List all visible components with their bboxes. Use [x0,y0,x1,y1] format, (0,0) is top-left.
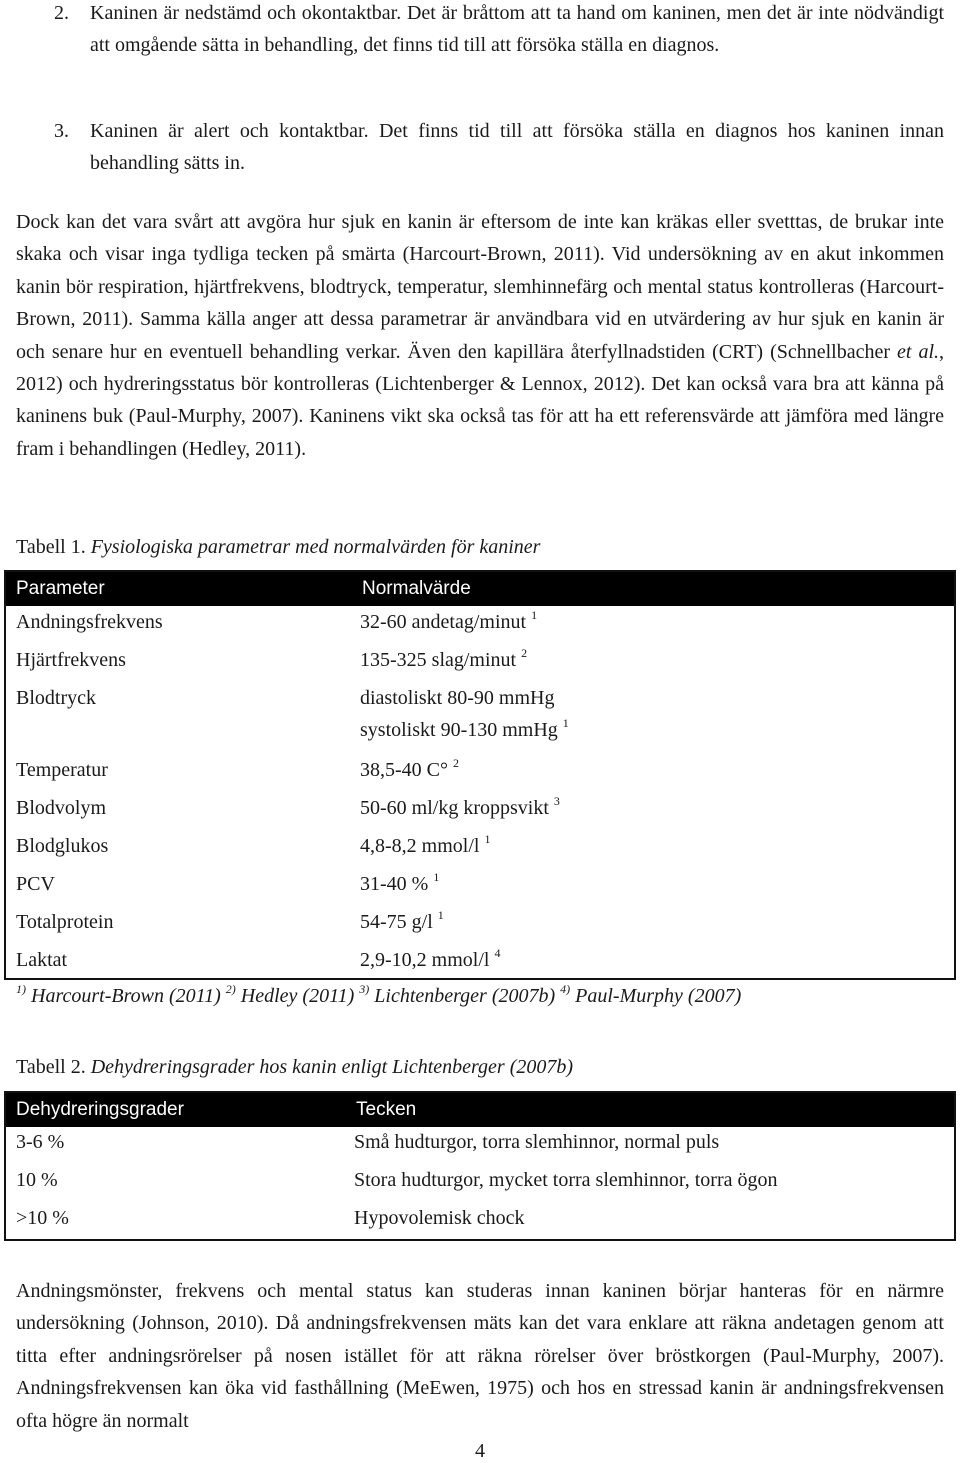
cell-value: diastoliskt 80-90 mmHg [360,687,555,709]
footnote-mark: 1) [16,982,26,996]
table-row [6,1127,954,1165]
table-row [6,682,954,716]
table-row [6,944,954,982]
footnote-mark: 4) [560,982,571,996]
table-row [6,906,954,944]
cell-parameter: Blodglukos [16,835,109,857]
cell-value: 31-40 % $^1$ [360,870,440,895]
footnote-text: Harcourt-Brown (2011) [31,985,221,1007]
table-header [6,572,954,606]
footnote-text: Paul-Murphy (2007) [575,985,742,1007]
cell-signs: Hypovolemisk chock [354,1207,525,1229]
cell-value: 135-325 slag/minut $^2$ [360,646,528,671]
list-item [54,0,944,61]
cell-grade: 10 % [16,1169,58,1191]
table-row [6,644,954,682]
cell-parameter: Hjärtfrekvens [16,649,126,671]
caption-label: Tabell 2. [16,1056,86,1078]
paragraph-text: , 2012) och hydreringsstatus bör kontrolleras (Lichtenberger & Lennox, 2012). Det kan också vara bra att känna på kaninens buk (Paul-Murphy, 2007). Kaninens vikt ska också tas för att ha ett referensvärde att jämföra med längre fram i behandlingen (Hedley, 2011). [16,340,945,460]
paragraph-text: Andningsmönster, frekvens och mental status kan studeras innan kaninen börjar hanteras för en närmre undersökning (Johnson, 2010). Då andningsfrekvensen mäts kan det vara enklare att räkna andetagen genom att titta efter andningsrörelser på nosen istället för att räkna rörelser över bröstkorgen (Paul-Murphy, 2007). Andningsfrekvensen kan öka vid fasthållning (MeEwen, 1975) och hos en stressad kanin är andningsfrekvensen ofta högre än normalt [16,1280,944,1432]
cell-value: 4,8-8,2 mmol/l $^1$ [360,832,491,857]
cell-signs: Stora hudturgor, mycket torra slemhinnor, torra ögon [354,1169,778,1191]
cell-value: 54-75 g/l $^1$ [360,908,444,933]
cell-parameter: Blodvolym [16,797,107,819]
cell-parameter: PCV [16,873,55,895]
cell-parameter: Andningsfrekvens [16,611,163,633]
cell-value: 2,9-10,2 mmol/l $^4$ [360,946,501,971]
list-item [54,115,944,179]
header-parameter: Parameter [16,578,105,599]
page-number: 4 [475,1440,485,1462]
cell-parameter: Temperatur [16,759,108,781]
footnote-mark: 2) [225,982,236,996]
body-paragraph [16,1275,944,1437]
table-row [6,754,954,792]
list-number: 3. [54,120,69,142]
table-header [6,1093,954,1127]
table-row [6,716,954,754]
header-signs: Tecken [356,1099,417,1120]
paragraph-text: Dock kan det vara svårt att avgöra hur sjuk en kanin är eftersom de inte kan kräkas eller svetttas, de brukar inte skaka och visar inga tydliga tecken på smärta (Harcourt-Brown, 2011). Vid undersökning av en akut inkommen kanin bör respiration, hjärtfrekvens, blodtryck, temperatur, slemhinnefärg och mental status kontrolleras (Harcourt-Brown, 2011). Samma källa anger att dessa parametrar är användbara vid en utvärdering av hur sjuk en kanin är och senare hur en eventuell behandling verkar. Även den kapillära återfyllnadstiden (CRT) (Schnellbacher [16,211,944,363]
dehydration-table [4,1091,956,1241]
cell-grade: 3-6 % [16,1131,65,1153]
cell-parameter: Totalprotein [16,911,114,933]
paragraph-italic: et al. [897,340,940,363]
footnote-text: Lichtenberger (2007b) [374,985,556,1007]
footnote-text: Hedley (2011) [240,985,355,1007]
table-row [6,606,954,644]
table-row [6,868,954,906]
footnote-mark: 3) [359,982,370,996]
table-row [6,1203,954,1241]
list-text: Kaninen är nedstämd och okontaktbar. Det är bråttom att ta hand om kaninen, men det är inte nödvändigt att omgående sätta in behandling, det finns tid till att försöka ställa en diagnos. [90,2,944,56]
cell-parameter: Laktat [16,949,68,971]
cell-value: 50-60 ml/kg kroppsvikt $^3$ [360,794,560,819]
parameter-table [4,570,956,980]
cell-parameter: Blodtryck [16,687,96,709]
cell-value: 38,5-40 C° $^2$ [360,756,459,781]
table-footnotes [16,983,741,1009]
caption-title: Fysiologiska parametrar med normalvärden för kaniner [90,536,541,558]
table-caption [16,1054,573,1080]
list-text: Kaninen är alert och kontaktbar. Det finns tid till att försöka ställa en diagnos hos kaninen innan behandling sätts in. [90,120,944,174]
caption-label: Tabell 1. [16,536,86,558]
caption-title: Dehydreringsgrader hos kanin enligt Lichtenberger (2007b) [90,1056,574,1078]
table-row [6,792,954,830]
table-caption [16,534,540,560]
cell-signs: Små hudturgor, torra slemhinnor, normal puls [354,1131,720,1153]
body-paragraph [16,206,944,465]
header-normal-value: Normalvärde [362,578,471,599]
table-row [6,830,954,868]
cell-value: 32-60 andetag/minut $^1$ [360,608,538,633]
cell-value: systoliskt 90-130 mmHg $^1$ [360,716,569,741]
list-number: 2. [54,2,69,24]
cell-grade: >10 % [16,1207,69,1229]
table-row [6,1165,954,1203]
header-grade: Dehydreringsgrader [16,1099,184,1120]
